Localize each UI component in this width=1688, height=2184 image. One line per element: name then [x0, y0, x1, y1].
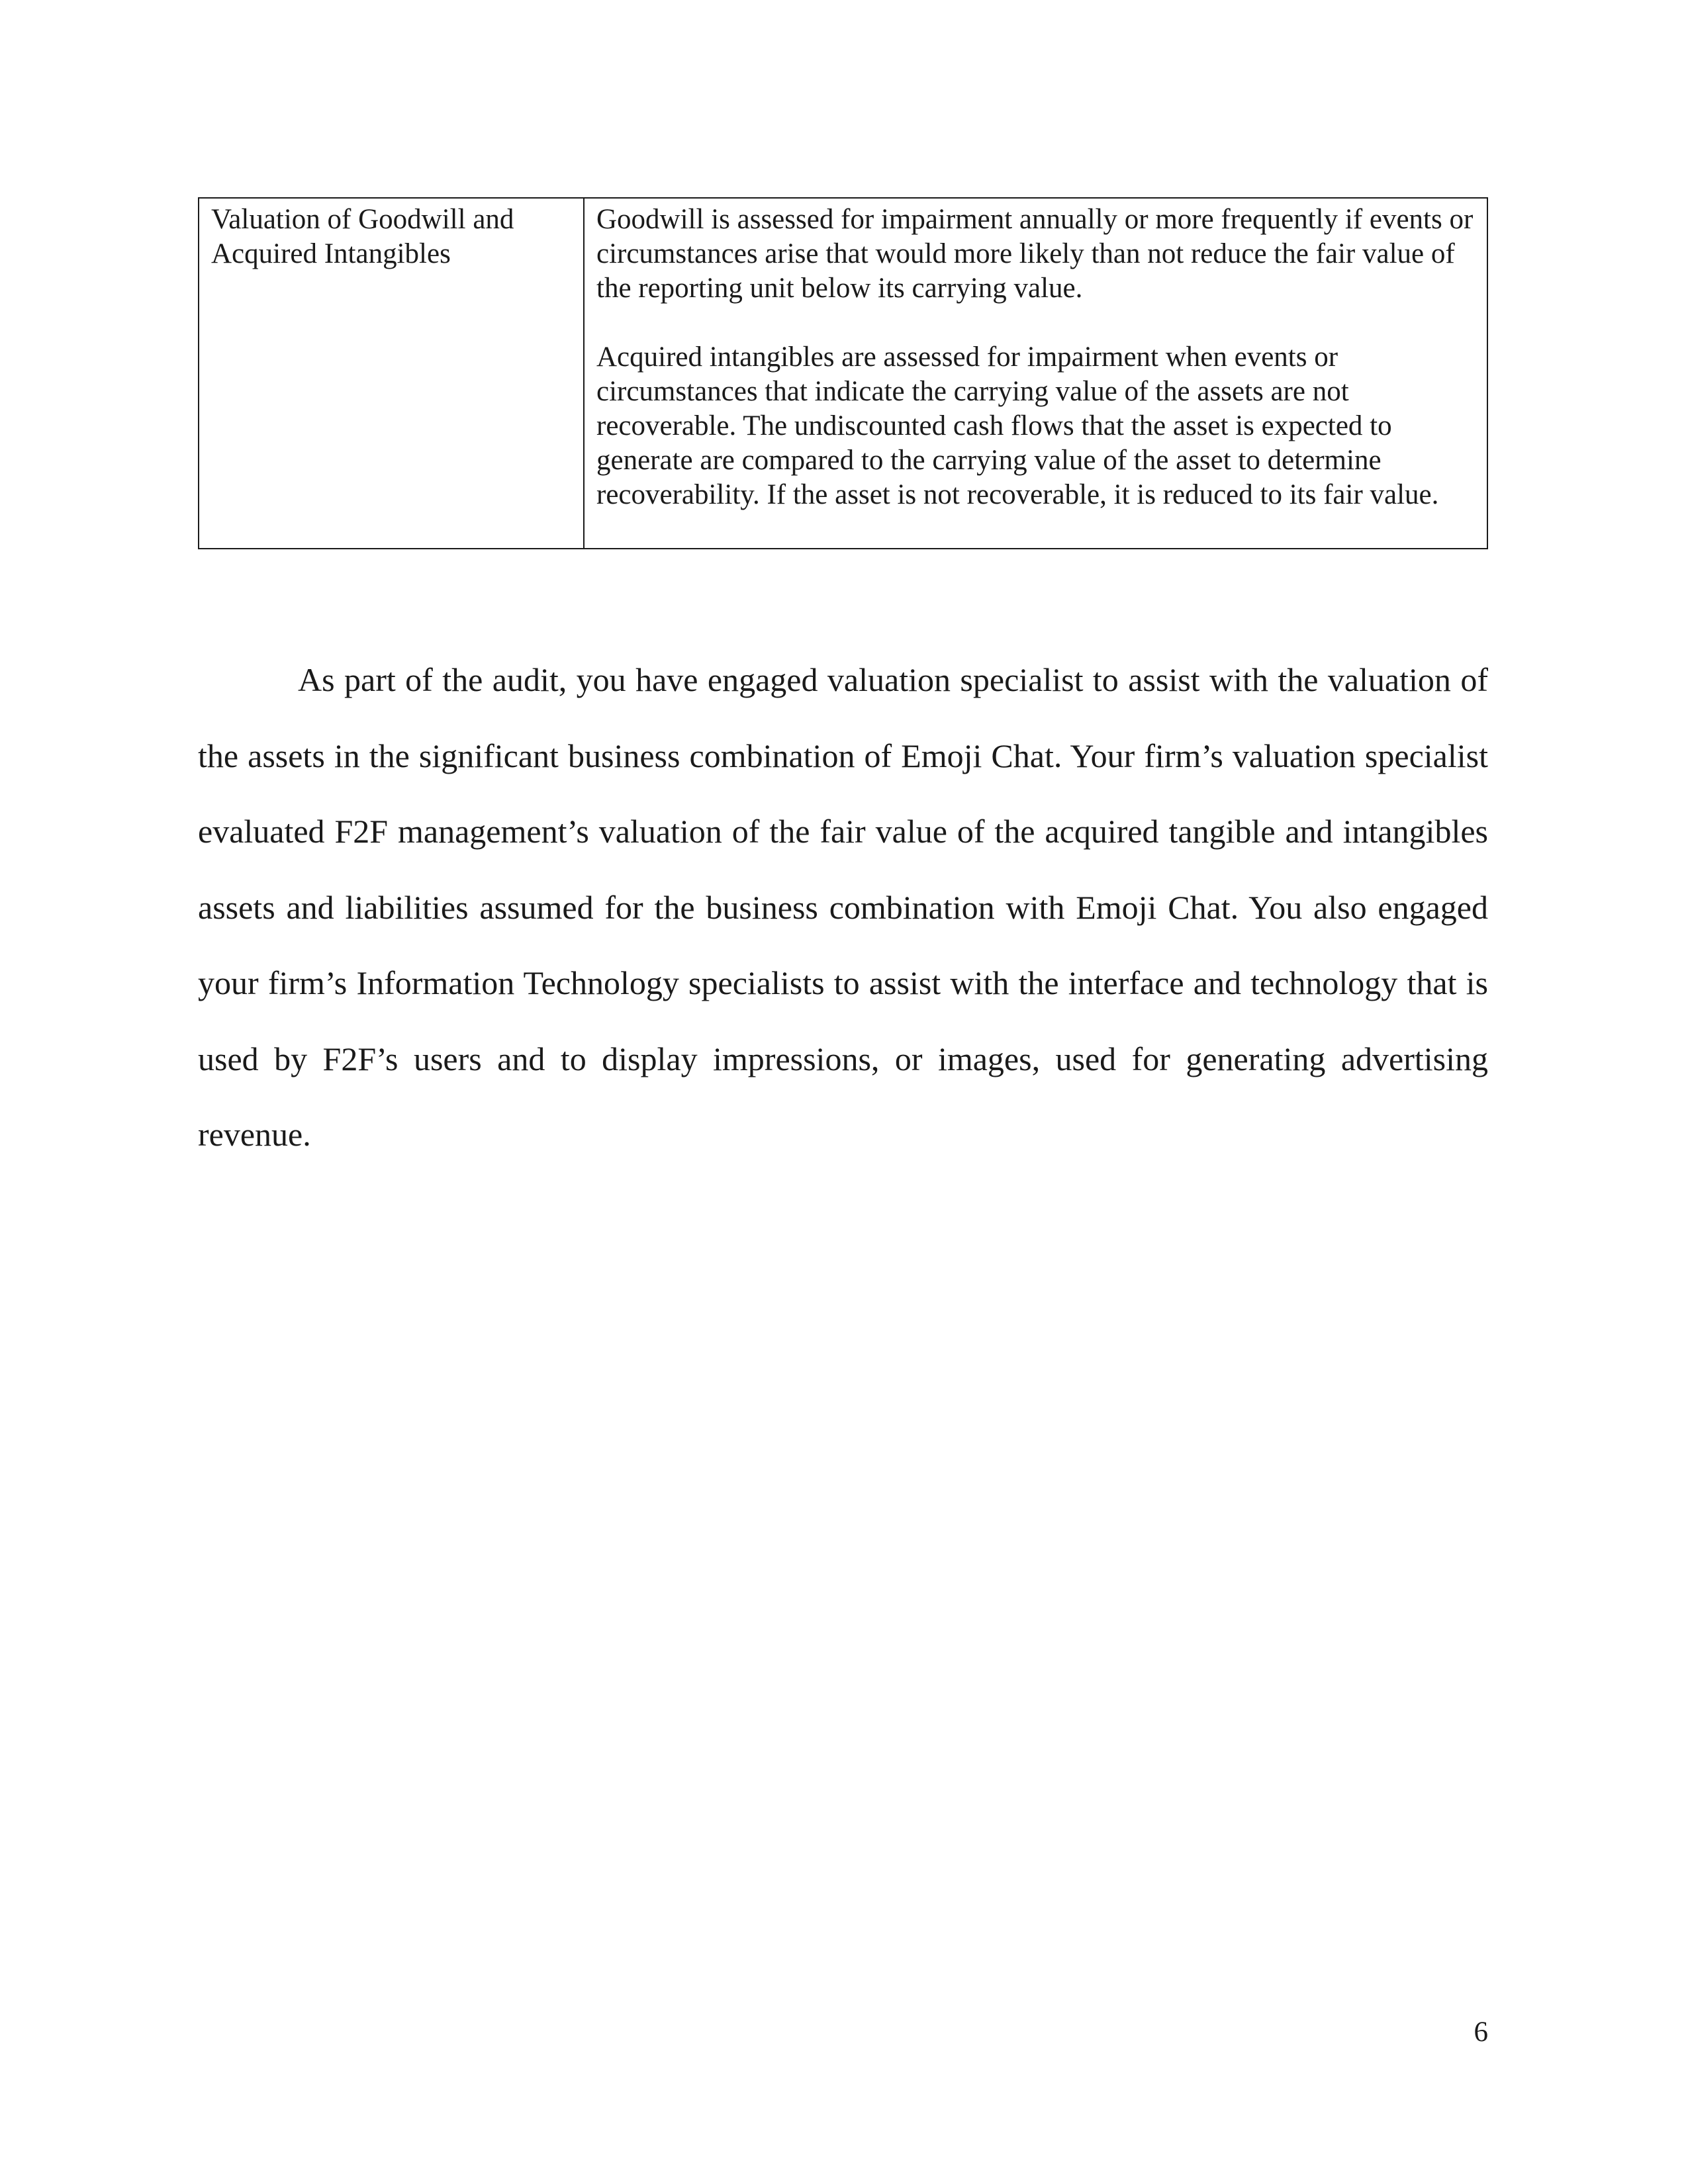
policy-table [198, 197, 1488, 549]
policy-description-cell [584, 198, 1487, 549]
table-row [199, 198, 1487, 549]
policy-label-cell [199, 198, 584, 549]
page-number: 6 [1474, 2017, 1488, 2048]
body-paragraph: As part of the audit, you have engaged valuation specialist to assist with the valuation of the assets in the significant business combination of Emoji Chat. Your firm’s valuation specialist evaluated F2F management’s valuation of the fair value of the acquired tangible and intangibles assets and liabilities assumed for the business combination with Emoji Chat. You also engaged your firm’s Information Technology specialists to assist with the interface and technology that is used by F2F’s users and to display impressions, or images, used for generating advertising revenue. [198, 661, 1488, 1153]
goodwill-impairment-text: Goodwill is assessed for impairment annually or more frequently if events or circumstances arise that would more likely than not reduce the fair value of the reporting unit below its carrying value. [596, 204, 1474, 304]
policy-label: Valuation of Goodwill and Acquired Intangibles [211, 204, 514, 269]
intangibles-impairment-text: Acquired intangibles are assessed for impairment when events or circumstances that indicate the carrying value of the assets are not recoverable. The undiscounted cash flows that the asset is expected to generate are compared to the carrying value of the asset to determine recoverability. If the asset is not recoverable, it is reduced to its fair value. [596, 341, 1439, 510]
